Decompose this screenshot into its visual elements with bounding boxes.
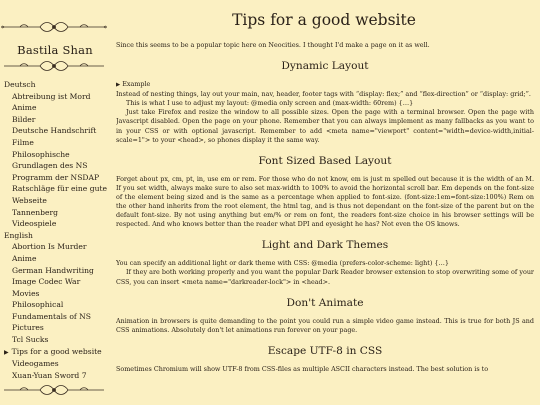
nav-item-videospiele[interactable]: Videospiele: [12, 219, 57, 229]
nav-item-pictures[interactable]: Pictures: [12, 323, 44, 333]
nav-item-german-handwriting[interactable]: German Handwriting: [12, 265, 94, 275]
dynamic-paragraph-1: Instead of nesting things, lay out your main, nav, header, footer tags with “display: flex;” and “flex-direction” or “display: grid;”.: [116, 90, 531, 99]
heading-font-sized: Font Sized Based Layout: [258, 154, 392, 167]
nav-item-tcl-sucks[interactable]: Tcl Sucks: [12, 335, 49, 345]
nav-item-filme[interactable]: Filme: [12, 137, 34, 147]
font-paragraph: Forget about px, cm, pt, in, use em or rem. For those who do not know, em is just m spelled out because it is the width of an M. If you set width, always make sure to also set max-width to 100% to avoid the horizontal scroll bar. Em depends on the font-size of the element being sized and is the same as a percentage when applied to font-size. (font-size:1em=font-size:100%) Rem on the other hand inherits from the root element, the html tag, and is thus not dependant on the font-size of the parent but on the default font-size. By not using anything but em/% or rem on font, the readers font-size choice in his browser settings will be respected. And who knows better than the reader what DPI and eyesight he has? Not even the OS knows.: [116, 174, 534, 229]
nav-item-ratschlaege[interactable]: Ratschläge für eine gute Webseite: [12, 184, 107, 205]
intro-paragraph: Since this seems to be a popular topic here on Neocities. I thought I'd make a page on it as well.: [116, 41, 430, 49]
heading-dont-animate: Don't Animate: [286, 296, 364, 309]
animate-paragraph: Animation in browsers is quite demanding to the point you could run a simple video game instead. This is true for both JS and CSS animations. Absolutely don't let animations run forever on your page.: [116, 316, 534, 334]
nav-group-deutsch: Deutsch: [4, 80, 36, 89]
nav-item-anime-de[interactable]: Anime: [12, 103, 37, 113]
page-title: Tips for a good website: [232, 11, 416, 29]
nav-item-programm-nsdap[interactable]: Programm der NSDAP: [12, 172, 100, 182]
heading-dynamic-layout: Dynamic Layout: [281, 60, 369, 73]
nav-item-anime-en[interactable]: Anime: [12, 253, 37, 263]
nav-item-abtreibung[interactable]: Abtreibung ist Mord: [12, 91, 91, 101]
nav-item-movies[interactable]: Movies: [12, 288, 40, 298]
ornament-divider-top: [0, 21, 108, 33]
ornament-divider-mid: [0, 60, 108, 72]
heading-escape-utf8: Escape UTF-8 in CSS: [267, 344, 383, 357]
site-nav: [0, 79, 110, 381]
site-title[interactable]: Bastila Shan: [17, 43, 93, 57]
nav-group-english: English: [4, 230, 33, 240]
themes-paragraph-2: If they are both working properly and you want the popular Dark Reader browser extension to stop overwriting some of your CSS, you can insert <meta name="darkreader-lock"> in <head>.: [116, 268, 534, 286]
nav-item-philosophical-fundamentals[interactable]: Philosophical Fundamentals of NS: [12, 300, 91, 321]
example-disclosure[interactable]: [116, 80, 534, 90]
themes-paragraph-1: You can specify an additional light or dark theme with CSS: @media (prefers-color-scheme: light) {…}: [116, 259, 449, 268]
nav-item-deutsche-handschrift[interactable]: Deutsche Handschrift: [12, 126, 97, 136]
main-content: [116, 0, 534, 405]
nav-item-videogames[interactable]: Videogames: [12, 359, 59, 369]
nav-item-abortion[interactable]: Abortion Is Murder: [12, 242, 87, 252]
nav-item-image-codec-war[interactable]: Image Codec War: [12, 277, 81, 287]
nav-item-bilder[interactable]: Bilder: [12, 114, 36, 124]
sidebar: [0, 0, 110, 405]
nav-item-tannenberg[interactable]: Tannenberg: [12, 207, 59, 217]
example-label: Example: [122, 80, 151, 89]
ornament-divider-bottom: [0, 384, 108, 396]
heading-light-dark: Light and Dark Themes: [261, 239, 389, 252]
dynamic-paragraph-2: This is what I use to adjust my layout: @media only screen and (max-width: 60rem) {…}: [126, 99, 414, 108]
dynamic-paragraph-3: Just take Firefox and resize the window to all possible sizes. Open the page with a terminal browser. Open the page with Javascript disabled. Open the page on your phone. Remember that you can always implement as many fallbacks as you want to in your CSS or with optional javascript. Remember to add <meta name="viewport" content="width=device-width,initial-scale=1"> to your <head>, so phones display it the same way.: [116, 108, 534, 144]
nav-item-xuan-yuan-sword[interactable]: Xuan-Yuan Sword 7: [12, 370, 87, 380]
disclosure-triangle-icon: ▶: [116, 82, 121, 89]
utf8-paragraph: Sometimes Chromium will show UTF-8 from CSS-files as multiple ASCII characters instead. The best solution is to: [116, 364, 489, 373]
nav-item-philosophische-grundlagen[interactable]: Philosophische Grundlagen des NS: [12, 149, 88, 171]
nav-item-tips-current[interactable]: ▶ Tips for a good website: [0, 346, 110, 359]
